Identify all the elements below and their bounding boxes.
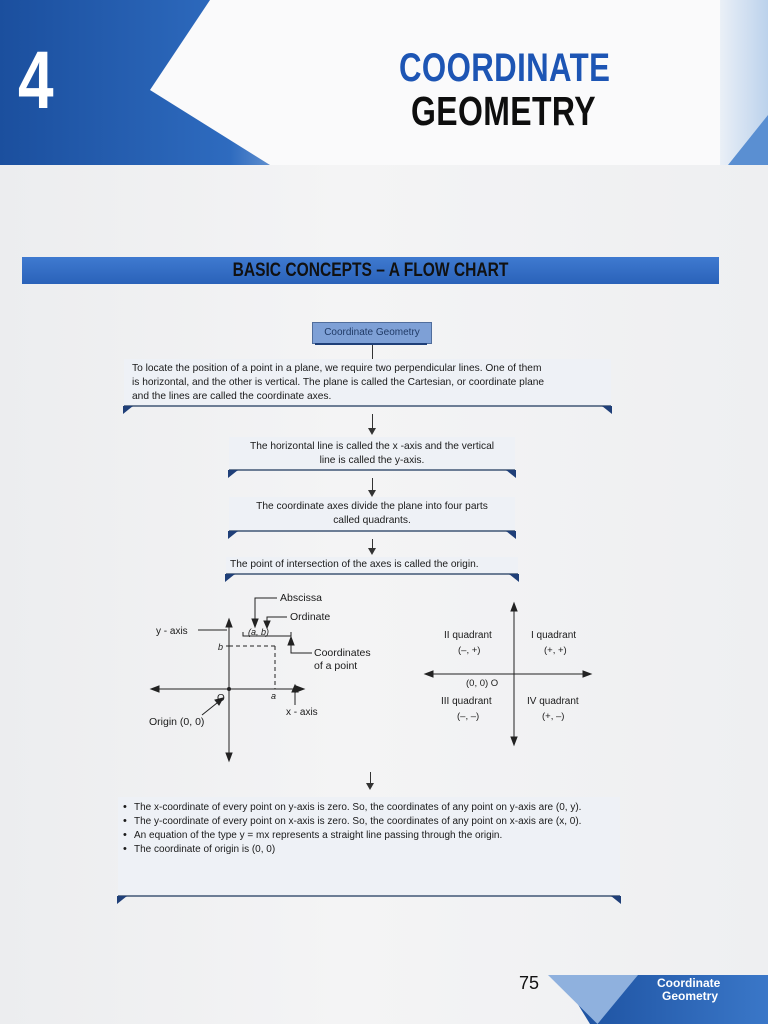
flow-topic: Coordinate Geometry (312, 322, 432, 344)
section-banner-text: BASIC CONCEPTS – A FLOW CHART (232, 260, 509, 281)
footer-label-line2: Geometry (662, 989, 719, 1003)
quadrant-2-sign: (–, +) (458, 645, 481, 656)
ordinate-label: Ordinate (290, 611, 331, 623)
flow-box-line: To locate the position of a point in a plane, we require two perpendicular lines. One of them (132, 363, 542, 374)
connector-line (372, 414, 373, 428)
arrow-down-icon (226, 753, 232, 761)
down-arrow-icon (368, 490, 376, 497)
flow-box-line: and the lines are called the coordinate axes. (132, 391, 332, 402)
y-axis-label: y - axis (156, 626, 188, 637)
flow-box-line: is horizontal, and the other is vertical. The plane is called the Cartesian, or coordinate plane (132, 377, 545, 388)
coordinates-label-line1: Coordinates (314, 647, 371, 659)
flow-box-line: line is called the y-axis. (319, 455, 425, 466)
origin-quadrant-label: (0, 0) O (466, 678, 499, 689)
chapter-title-line1: COORDINATE (399, 46, 611, 90)
down-arrow-icon (366, 783, 374, 790)
quadrant-2-label: II quadrant (444, 630, 492, 641)
key-point-item: • An equation of the type y = mx represents a straight line passing through the origin. (134, 829, 620, 842)
arrow-left-icon (151, 686, 159, 692)
connector-line (372, 478, 373, 490)
arrow-up-icon (226, 619, 232, 627)
arrow-left-icon (425, 671, 433, 677)
arrow-up-icon (511, 603, 517, 611)
pointer-arrow-icon (252, 619, 258, 627)
key-points-list (118, 797, 620, 856)
quadrant-1-sign: (+, +) (544, 645, 567, 656)
key-point-item: • The x-coordinate of every point on y-axis is zero. So, the coordinates of any point on y-axis are (0, y). (134, 801, 620, 814)
connector-line (372, 345, 373, 359)
point-label: (a, b) (248, 627, 270, 637)
down-arrow-icon (368, 548, 376, 555)
flow-box-origin (226, 557, 518, 575)
section-banner (22, 257, 719, 284)
flow-box-line: The horizontal line is called the x -axis and the vertical (249, 441, 495, 452)
chapter-title-line2: GEOMETRY (411, 88, 596, 134)
a-label: a (271, 691, 277, 701)
b-label: b (218, 642, 224, 652)
quadrant-4-sign: (+, –) (542, 711, 565, 722)
flow-box-line: The coordinate axes divide the plane into four parts (256, 501, 488, 512)
flow-box-quadrants (229, 497, 515, 532)
quadrant-3-label: III quadrant (441, 696, 492, 707)
flow-box-line: called quadrants. (333, 515, 411, 526)
key-points-box (118, 797, 620, 897)
arrow-down-icon (511, 737, 517, 745)
flow-box-axes (229, 437, 515, 471)
quadrants-diagram (420, 598, 600, 748)
coordinates-pointer (291, 640, 312, 653)
origin-dot (227, 687, 231, 691)
quadrant-4-label: IV quadrant (527, 696, 579, 707)
origin-label: Origin (0, 0) (149, 716, 205, 728)
flow-topic-underline (315, 343, 427, 345)
x-axis-label: x - axis (286, 707, 318, 718)
pointer-arrow-icon (288, 637, 294, 645)
coordinates-label-line2: of a point (314, 660, 358, 672)
chapter-number: 4 (18, 35, 54, 126)
arrow-right-icon (583, 671, 591, 677)
quadrant-3-sign: (–, –) (457, 711, 480, 722)
flow-box-definition (124, 359, 611, 407)
quadrant-1-label: I quadrant (531, 630, 577, 641)
down-arrow-icon (368, 428, 376, 435)
page-number: 75 (519, 973, 540, 993)
o-label: O (217, 693, 225, 704)
key-point-item: • The y-coordinate of every point on x-axis is zero. So, the coordinates of any point on x-axis are (x, 0). (134, 815, 620, 828)
key-point-item: • The coordinate of origin is (0, 0) (134, 843, 620, 856)
abscissa-label: Abscissa (280, 592, 323, 604)
flow-box-line: The point of intersection of the axes is called the origin. (230, 559, 479, 570)
footer-label-line1: Coordinate (657, 976, 721, 990)
point-coordinates-diagram (140, 585, 380, 765)
